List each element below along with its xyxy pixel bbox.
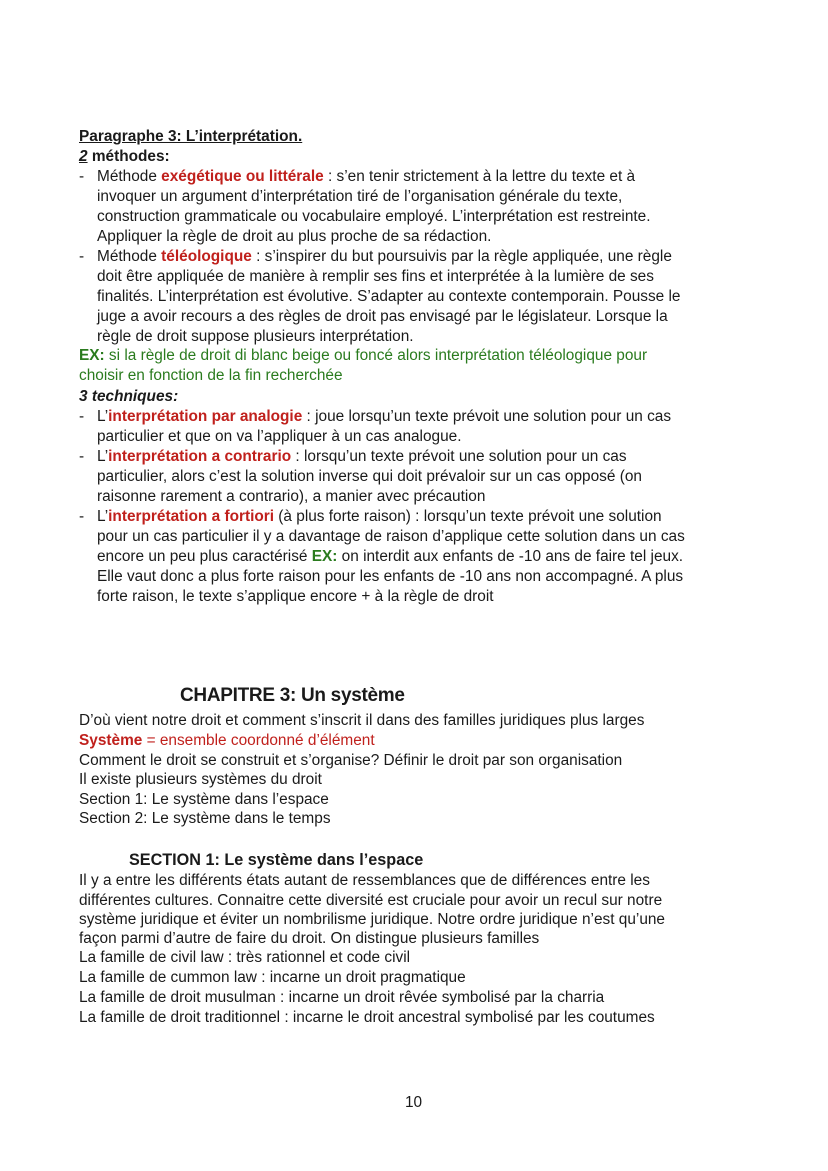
list-dash: - xyxy=(79,408,85,425)
methodes-heading xyxy=(79,147,170,167)
page-number: 10 xyxy=(405,1094,423,1111)
list-dash: - xyxy=(79,248,85,265)
technique-text: raisonne rarement a contrario), a manier avec précaution xyxy=(97,488,486,505)
method-prefix: Méthode xyxy=(97,168,162,185)
technique-text: forte raison, le texte s’applique encore + à la règle de droit xyxy=(97,588,494,605)
section-title: SECTION 1: Le système dans l’espace xyxy=(129,851,424,869)
section-text: différentes cultures. Connaitre cette diversité est cruciale pour avoir un recul sur notre xyxy=(79,892,663,909)
techniques-number: 3 xyxy=(79,388,88,405)
chapter-text: Comment le droit se construit et s’organise? Définir le droit par son organisation xyxy=(79,752,623,769)
method-prefix: Méthode xyxy=(97,248,162,265)
list-dash: - xyxy=(79,448,85,465)
technique-prefix: L’ xyxy=(97,508,109,525)
method-text: doit être appliquée de manière à remplir ses fins et interprétée à la lumière de ses xyxy=(97,268,654,285)
section-text: La famille de droit traditionnel : incarne le droit ancestral symbolisé par les coutumes xyxy=(79,1009,655,1026)
method-text: finalités. L’interprétation est évolutive. S’adapter au contexte contemporain. Pousse le xyxy=(97,288,681,305)
section-text: La famille de droit musulman : incarne un droit rêvée symbolisé par la charria xyxy=(79,989,605,1006)
method-term: exégétique ou littérale xyxy=(161,168,324,185)
technique-prefix: L’ xyxy=(97,448,109,465)
technique-text: pour un cas particulier il y a davantage de raison d’applique cette solution dans un cas xyxy=(97,528,685,545)
technique-text: Elle vaut donc a plus forte raison pour les enfants de -10 ans non accompagné. A plus xyxy=(97,568,684,585)
section-text: Il y a entre les différents états autant de ressemblances que de différences entre les xyxy=(79,872,650,889)
definition-term: Système xyxy=(79,732,143,749)
example-text: choisir en fonction de la fin recherchée xyxy=(79,367,343,384)
method-text: Appliquer la règle de droit au plus proche de sa rédaction. xyxy=(97,228,492,245)
chapter-text: Il existe plusieurs systèmes du droit xyxy=(79,771,322,788)
definition-text: = ensemble coordonné d’élément xyxy=(142,732,375,749)
method-text: règle de droit suppose plusieurs interprétation. xyxy=(97,328,414,345)
technique-analogie xyxy=(97,407,671,447)
techniques-label: techniques: xyxy=(87,388,179,405)
section-text: La famille de cummon law : incarne un droit pragmatique xyxy=(79,969,466,986)
example-text: si la règle de droit di blanc beige ou foncé alors interprétation téléologique pour xyxy=(104,347,648,364)
method-teleologique xyxy=(97,247,680,347)
section-text: façon parmi d’autre de faire du droit. On distingue plusieurs familles xyxy=(79,930,540,947)
list-dash: - xyxy=(79,508,85,525)
technique-fortiori xyxy=(97,507,685,607)
chapter-text: Section 1: Le système dans l’espace xyxy=(79,791,329,808)
technique-text: : lorsqu’un texte prévoit une solution pour un cas xyxy=(291,448,627,465)
technique-term: interprétation a contrario xyxy=(108,448,292,465)
technique-term: interprétation par analogie xyxy=(108,408,303,425)
section-text: système juridique et éviter un nombrilisme juridique. Notre ordre juridique n’est qu’une xyxy=(79,911,665,928)
example-label: EX: xyxy=(79,347,105,364)
methodes-number: 2 xyxy=(79,148,88,165)
technique-text: encore un peu plus caractérisé xyxy=(97,548,312,565)
list-dash: - xyxy=(79,168,85,185)
section-text: La famille de civil law : très rationnel et code civil xyxy=(79,949,411,966)
method-text: construction grammaticale ou vocabulaire employé. L’interprétation est restreinte. xyxy=(97,208,651,225)
technique-text: : joue lorsqu’un texte prévoit une solution pour un cas xyxy=(302,408,672,425)
example-label: EX: xyxy=(311,548,338,565)
technique-text: particulier et que on va l’appliquer à un cas analogue. xyxy=(97,428,462,445)
definition-line xyxy=(79,731,375,751)
technique-prefix: L’ xyxy=(97,408,109,425)
chapter-text: Section 2: Le système dans le temps xyxy=(79,810,331,827)
example-line xyxy=(79,346,647,366)
technique-text: on interdit aux enfants de -10 ans de faire tel jeux. xyxy=(337,548,684,565)
method-exegetique xyxy=(97,167,651,247)
chapter-title: CHAPITRE 3: Un système xyxy=(180,685,405,706)
technique-text: particulier, alors c’est la solution inverse qui doit prévaloir sur un cas opposé (on xyxy=(97,468,642,485)
techniques-heading xyxy=(79,387,178,407)
methodes-label: méthodes: xyxy=(87,148,170,165)
method-term: téléologique xyxy=(161,248,252,265)
technique-text: (à plus forte raison) : lorsqu’un texte prévoit une solution xyxy=(274,508,662,525)
method-text: : s’en tenir strictement à la lettre du texte et à xyxy=(323,168,636,185)
method-text: juge a avoir recours a des règles de droit pas envisagé par le législateur. Lorsque la xyxy=(97,308,668,325)
chapter-intro: D’où vient notre droit et comment s’inscrit il dans des familles juridiques plus larges xyxy=(79,712,645,729)
paragraph-title: Paragraphe 3: L’interprétation. xyxy=(79,128,303,145)
technique-term: interprétation a fortiori xyxy=(108,508,275,525)
technique-contrario xyxy=(97,447,642,507)
method-text: : s’inspirer du but poursuivis par la règle appliquée, une règle xyxy=(251,248,672,265)
method-text: invoquer un argument d’interprétation tiré de l’organisation générale du texte, xyxy=(97,188,623,205)
